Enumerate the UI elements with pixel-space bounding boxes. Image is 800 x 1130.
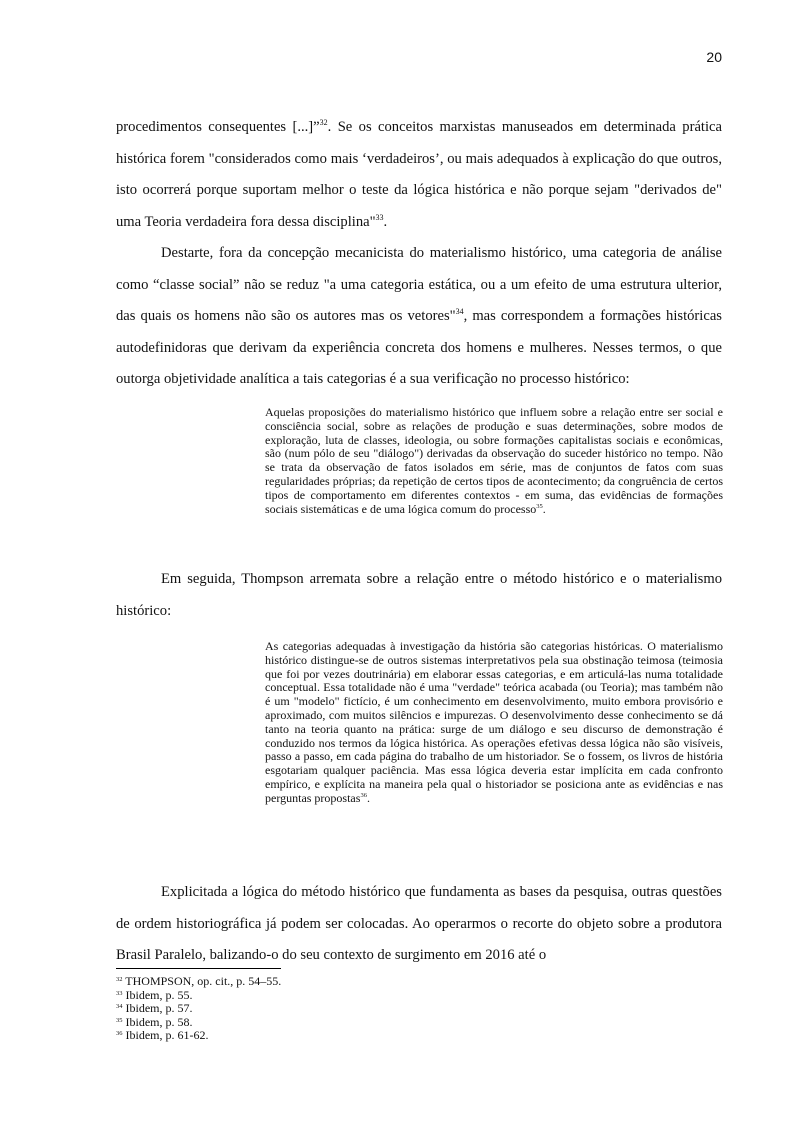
footnote-36: $^{36}$ Ibidem, p. 61-62. bbox=[116, 1028, 209, 1043]
footnote-ref-34: 34 bbox=[455, 307, 464, 316]
paragraph-metodo: Explicitada a lógica do método histórico que fundamenta as bases da pesquisa, outras questões de ordem historiográfica já podem ser colocadas. Ao operarmos o recorte do objeto sobre a produtora Brasil Paralelo, balizando-o do seu contexto de surgimento em 2016 até o bbox=[116, 884, 722, 963]
footnote-34: $^{34}$ Ibidem, p. 57. bbox=[116, 1001, 193, 1016]
footnote-33: $^{33}$ Ibidem, p. 55. bbox=[116, 987, 193, 1002]
footnote-ref-36: 36 bbox=[360, 791, 367, 799]
body-text-lower bbox=[116, 877, 722, 972]
body-text-upper bbox=[116, 112, 722, 396]
footnote-35: $^{35}$ Ibidem, p. 58. bbox=[116, 1014, 193, 1029]
page-number: 20 bbox=[706, 49, 722, 65]
intro-paragraph: procedimentos consequentes [...]”$^{32}$. Se os conceitos marxistas manuseados em determinada prática histórica forem "considerados como mais ‘verdadeiros’, ou mais adequados à explicação do que outros, isto ocorrerá porque suportam melhor o teste da lógica histórica e não porque sejam "derivados de" uma Teoria verdadeira fora dessa disciplina"$^{33}$. bbox=[116, 118, 722, 230]
body-text-middle bbox=[116, 564, 722, 627]
paragraph-thompson: Em seguida, Thompson arremata sobre a relação entre o método histórico e o materialismo histórico: bbox=[116, 571, 722, 619]
footnote-separator bbox=[116, 968, 281, 969]
footnote-ref-32: 32 bbox=[319, 118, 328, 127]
block-quote-2: As categorias adequadas à investigação da história são categorias históricas. O materialismo histórico distingue-se de outros sistemas interpretativos pela sua obstinação teimosa (teimosia que foi por vezes doutrinária) em elaborar essas categorias, e em articulá-las numa totalidade conceptual. Essa totalidade não é uma "verdade" teórica acabada (ou Teoria); mas também não é um "modelo" fictício, é um conhecimento em desenvolvimento, muito embora provisório e aproximado, com muitos silêncios e impurezas. O desenvolvimento desse conhecimento se dá tanto na teoria quanto na prática: surge de um diálogo e seu discurso de demonstração é conduzido nos termos da lógica histórica. As operações efetivas dessa lógica não são visíveis, passo a passo, em cada página do trabalho de um historiador. Se o fossem, os livros de história esgotariam qualquer paciência. Mas essa lógica deveria estar implícita em cada confronto empírico, e explícita na maneira pela qual o historiador se posiciona ante as evidências e nas perguntas propostas$^{36}$. bbox=[265, 639, 723, 805]
paragraph-classe-social: Destarte, fora da concepção mecanicista do materialismo histórico, uma categoria de análise como “classe social” não se reduz "a uma categoria estática, ou a um efeito de uma estrutura ulterior, das quais os homens não são os autores mas os vetores"$^{34}$, mas correspondem a formações históricas autodefinidoras que derivam da experiência concreta dos homens e mulheres. Nesses termos, o que outorga objetividade analítica a tais categorias é a sua verificação no processo histórico: bbox=[116, 245, 722, 387]
block-quote-1: Aquelas proposições do materialismo histórico que influem sobre a relação entre ser social e consciência social, sobre as relações de produção e suas determinações, sobre modos de exploração, luta de classes, ideologia, ou sobre formações capitalistas sociais e econômicas, são (num pólo de seu "diálogo") derivadas da observação do suceder histórico no tempo. Não se trata da observação de fatos isolados em série, mas de conjuntos de fatos com suas regularidades próprias; da repetição de certos tipos de acontecimento; da congruência de certos tipos de comportamento em diferentes contextos - em suma, das evidências de formações sociais sistemáticas e de uma lógica comum do processo$^{35}$. bbox=[265, 405, 723, 516]
footnote-ref-35: 35 bbox=[536, 502, 543, 510]
footnotes bbox=[116, 975, 281, 1043]
footnote-ref-33: 33 bbox=[375, 212, 384, 222]
footnote-32: $^{32}$ THOMPSON, op. cit., p. 54–55. bbox=[116, 974, 282, 988]
